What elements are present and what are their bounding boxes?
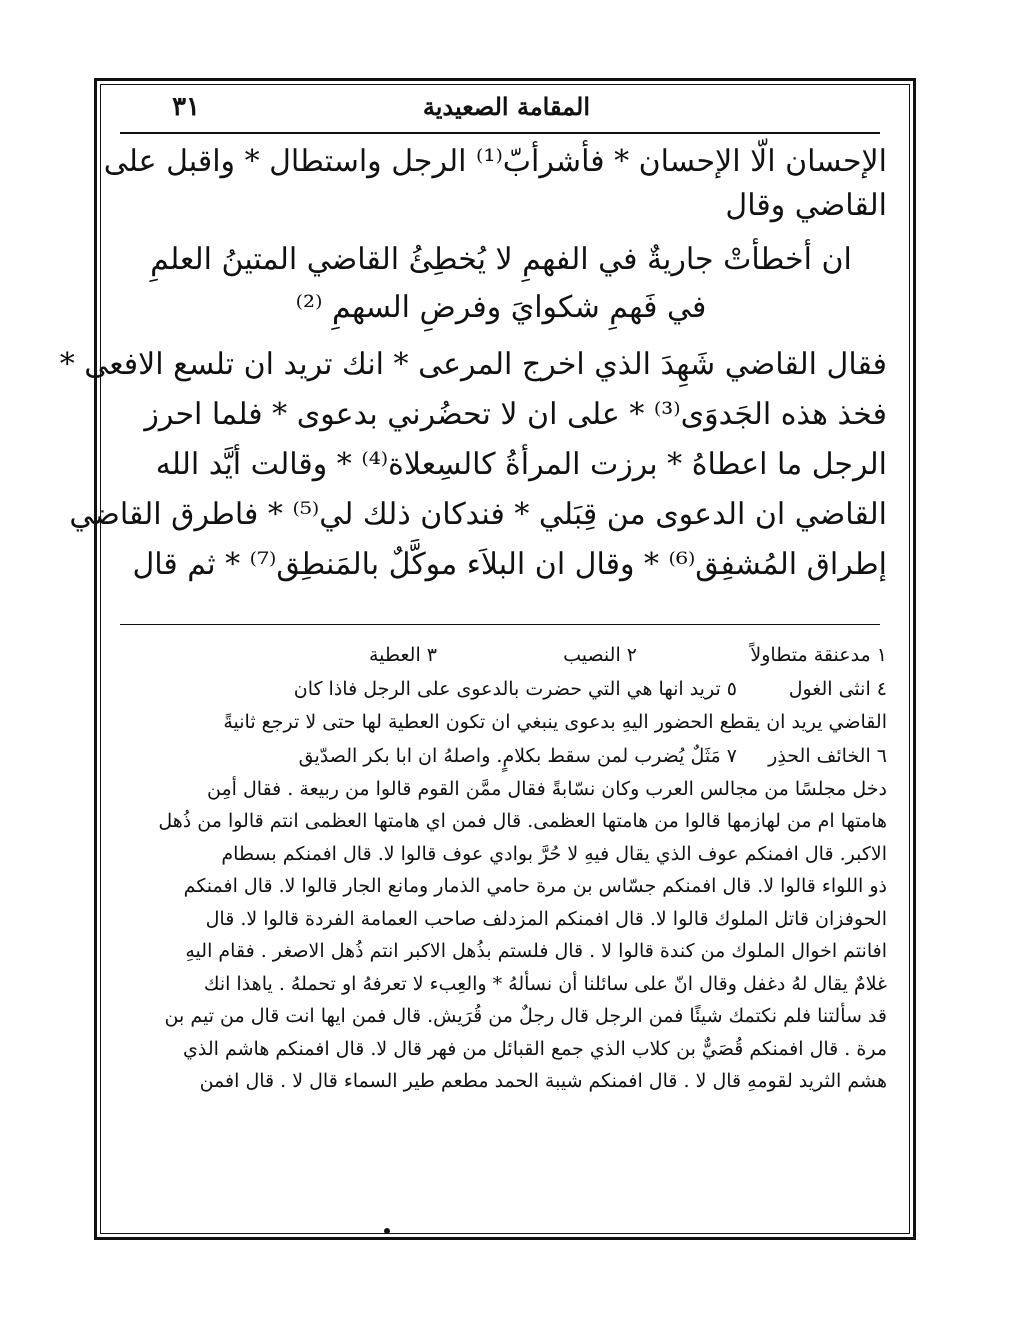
text-line: فخذ هذه الجَدوَى⁽³⁾ * على ان لا تحضُرني بدعوى * فلما احرز bbox=[144, 397, 887, 432]
header-rule bbox=[120, 132, 880, 134]
footnote: ٥ تريد انها هي التي حضرت بالدعوى على الرجل فاذا كان bbox=[293, 678, 737, 700]
text-line: إطراق المُشفِق⁽⁶⁾ * وقال ان البلاَء موكَّلٌ بالمَنطِق⁽⁷⁾ * ثم قال bbox=[132, 547, 887, 582]
verse-line: في فَهمِ شكوايَ وفرضِ السهمِ ⁽²⁾ bbox=[295, 290, 707, 325]
footnote-line: الاكبر. قال افمنكم عوف الذي يقال فيهِ لا حُرَّ بوادي عوف قالوا لا. قال افمنكم بسطام bbox=[221, 842, 887, 865]
text-line: الإحسان الّا الإحسان * فأشرأبّ⁽¹⁾ الرجل واستطال * واقبل على bbox=[103, 144, 887, 179]
running-title: المقامة الصعيدية bbox=[422, 92, 590, 121]
footnote: ٦ الخائف الحذِر bbox=[768, 744, 887, 767]
footnote: ١ مدعنقة متطاولاً bbox=[750, 644, 887, 666]
footnote-line: قد سألتنا فلم نكتمك شيئًا فمن الرجل قال رجلٌ من قُرَيش. قال فمن ايها انت قال من تيم بن bbox=[164, 1005, 887, 1027]
footnote: ٤ انثى الغول bbox=[788, 678, 887, 700]
footnote-line: القاضي يريد ان يقطع الحضور اليهِ بدعوى ينبغي ان تكون العطية لها حتى لا ترجع ثانيةً bbox=[223, 711, 887, 733]
footnote-line: هشم الثريد لقومهِ قال لا . قال افمنكم شيبة الحمد مطعم طير السماء قال لا . قال افمن bbox=[199, 1070, 887, 1092]
footnote-line: غلامٌ يقال لهُ دغفل وقال انّ على سائلنا أن نسألهُ * والعِبء لا تعرفهُ او تحملهُ . ياهذا انك bbox=[203, 972, 887, 995]
footnote-line: هامتها ام من لهازمها قالوا من هامتها العظمى. قال فمن اي هامتها العظمى انتم قالوا من ذُهل bbox=[158, 810, 887, 832]
footnote-row bbox=[115, 638, 887, 672]
text-line: فقال القاضي شَهِدَ الذي اخرج المرعى * انك تريد ان تلسع الافعى * bbox=[59, 347, 887, 382]
text-line: الرجل ما اعطاهُ * برزت المرأةُ كالسِعلاة⁽⁴⁾ * وقالت أيَّد الله bbox=[155, 447, 887, 482]
footnote-rule bbox=[120, 624, 880, 625]
text-line: القاضي ان الدعوى من قِبَلي * فندكان ذلك لي⁽⁵⁾ * فاطرق القاضي bbox=[69, 497, 887, 532]
page-number: ٣١ bbox=[172, 92, 200, 122]
text-line: القاضي وقال bbox=[725, 188, 887, 223]
ink-dot bbox=[384, 1228, 390, 1234]
footnote-row bbox=[115, 672, 887, 706]
footnote-line: دخل مجلسًا من مجالس العرب وكان نسّابةً فقال ممَّن القوم قالوا من ربيعة . فقال أمِن bbox=[207, 777, 887, 800]
running-header bbox=[120, 92, 890, 128]
footnote-line: افانتم اخوال الملوك من كندة قالوا لا . قال فلستم بذُهل الاكبر انتم ذُهل الاصغر . فقام اليهِ bbox=[185, 940, 887, 962]
footnote: ٢ النصيب bbox=[563, 644, 637, 666]
footnote-row bbox=[115, 739, 887, 773]
footnote: ٣ العطية bbox=[369, 644, 437, 666]
footnote-line: ذو اللواء قالوا لا. قال افمنكم جسّاس بن مرة حامي الذمار ومانع الجار قالوا لا. قال افمنكم bbox=[183, 875, 887, 897]
verse-line: ان أخطأتْ جاريةٌ في الفهمِ لا يُخطِئُ القاضي المتينُ العلمِ bbox=[150, 242, 852, 277]
footnote-line: الحوفزان قاتل الملوك قالوا لا. قال افمنكم المزدلف صاحب العمامة الفردة قالوا لا. قال bbox=[205, 907, 887, 930]
main-text bbox=[59, 140, 887, 590]
footnotes bbox=[115, 638, 887, 1098]
footnote-line: مرة . قال افمنكم قُصَيٌّ بن كلاب الذي جمع القبائل من فهر قال لا. قال افمنكم هاشم الذي bbox=[183, 1037, 887, 1060]
footnote: ٧ مَثَلٌ يُضرب لمن سقط بكلامٍ. واصلهُ ان ابا بكر الصدّيق bbox=[298, 744, 737, 767]
